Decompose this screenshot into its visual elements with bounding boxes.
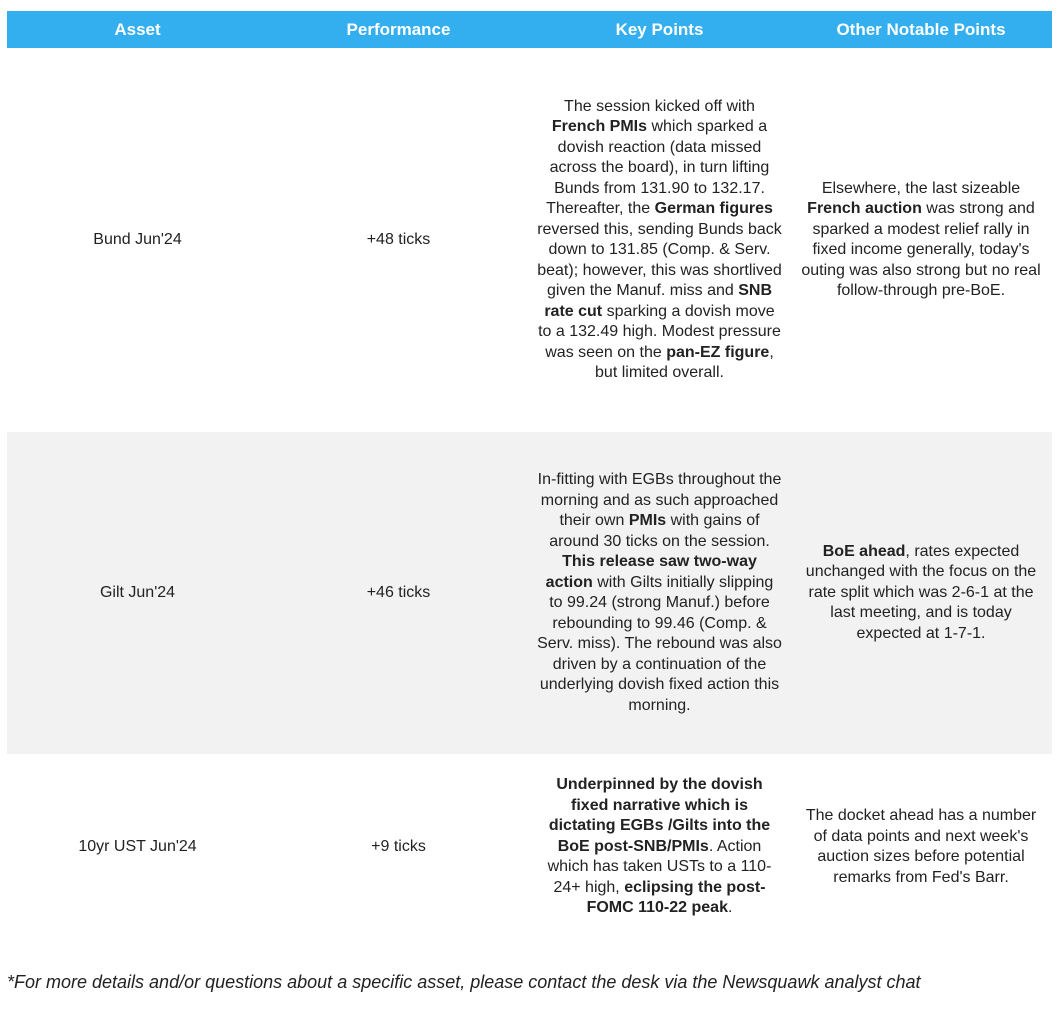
highlight-text: Underpinned by the dovish fixed narrative which is dictating EGBs /Gilts into the BoE post-SNB/PMIs xyxy=(548,776,771,855)
body-text: with Gilts initially slipping to 99.24 (strong Manuf.) before rebounding to 99.46 (Comp. & Serv. miss). The rebound was also driven by a continuation of the underlying dovish fixed action this morning. xyxy=(537,573,782,714)
body-text: Elsewhere, the last sizeable xyxy=(821,179,1021,197)
highlight-text: pan-EZ figure xyxy=(666,343,770,361)
performance-cell: +46 ticks xyxy=(268,432,529,754)
asset-cell: Gilt Jun'24 xyxy=(7,432,268,754)
header-other-notable-points: Other Notable Points xyxy=(790,11,1052,48)
body-text: which sparked a dovish reaction (data missed across the board), in turn lifting Bunds from 131.90 to 132.17. Thereafter, the xyxy=(546,118,770,217)
body-text: sparking a dovish move to a 132.49 high. Modest pressure was seen on the xyxy=(538,302,781,361)
body-text: , but limited overall. xyxy=(595,343,774,381)
body-text: was strong and sparked a modest relief rally in fixed income generally, today's outing was also strong but no real follow-through pre-BoE. xyxy=(801,200,1041,299)
highlight-text: SNB rate cut xyxy=(544,282,772,320)
table-row xyxy=(7,754,1052,940)
body-text: . Action which has taken USTs to a 110-24+ high, xyxy=(547,837,772,896)
key-points-cell xyxy=(529,48,790,432)
table-row xyxy=(7,48,1052,432)
other-notable-points-cell xyxy=(790,754,1052,940)
header-key-points: Key Points xyxy=(529,11,790,48)
body-text: In-fitting with EGBs throughout the morning and as such approached their own xyxy=(537,471,782,529)
highlight-text: BoE ahead xyxy=(822,542,906,560)
body-text: reversed this, sending Bunds back down to 131.85 (Comp. & Serv. beat); however, this was shortlived given the Manuf. miss and xyxy=(537,220,782,299)
market-summary-table xyxy=(7,11,1052,940)
highlight-text: French PMIs xyxy=(551,118,648,135)
highlight-text: German figures xyxy=(654,200,773,217)
body-text: The docket ahead has a number of data points and next week's auction sizes before potential remarks from Fed's Barr. xyxy=(805,807,1037,886)
header-asset: Asset xyxy=(7,11,268,48)
performance-cell: +48 ticks xyxy=(268,48,529,432)
other-notable-points-cell xyxy=(790,48,1052,432)
other-notable-points-cell xyxy=(790,432,1052,754)
body-text: . xyxy=(727,899,733,917)
asset-cell: 10yr UST Jun'24 xyxy=(7,754,268,940)
body-text: with gains of around 30 ticks on the session. xyxy=(549,512,770,550)
table-header-row xyxy=(7,11,1052,48)
body-text: The session kicked off with xyxy=(564,97,755,115)
body-text: , rates expected unchanged with the focus on the rate split which was 2-6-1 at the last meeting, and is today expected at 1-7-1. xyxy=(805,542,1037,642)
key-points-cell xyxy=(529,754,790,940)
highlight-text: PMIs xyxy=(628,512,667,529)
table-row xyxy=(7,432,1052,754)
performance-cell: +9 ticks xyxy=(268,754,529,940)
highlight-text: eclipsing the post-FOMC 110-22 peak xyxy=(586,878,766,917)
asset-cell: Bund Jun'24 xyxy=(7,48,268,432)
key-points-cell xyxy=(529,432,790,754)
highlight-text: This release saw two-way action xyxy=(545,553,757,591)
header-performance: Performance xyxy=(268,11,529,48)
footnote: *For more details and/or questions about a specific asset, please contact the desk via the Newsquawk analyst chat xyxy=(7,972,921,992)
highlight-text: French auction xyxy=(807,200,922,217)
